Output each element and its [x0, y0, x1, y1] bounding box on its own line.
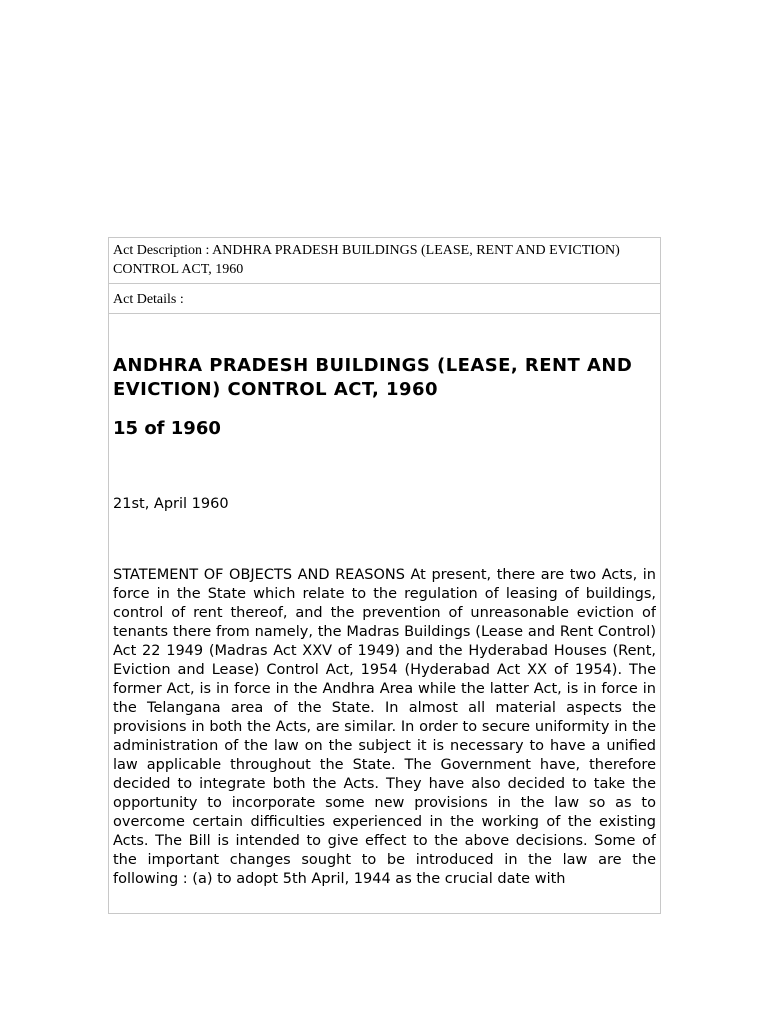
act-table: [108, 237, 661, 914]
act-date: 21st, April 1960: [113, 496, 229, 512]
act-content: [113, 318, 656, 913]
act-description-row: [109, 238, 660, 284]
act-details-label: Act Details :: [113, 292, 184, 307]
act-description: Act Description : ANDHRA PRADESH BUILDINGS (LEASE, RENT AND EVICTION) CONTROL ACT, 1960: [113, 243, 620, 277]
act-title: ANDHRA PRADESH BUILDINGS (LEASE, RENT AND EVICTION) CONTROL ACT, 1960: [113, 355, 633, 400]
act-details-row: [109, 284, 660, 314]
statement-of-objects: STATEMENT OF OBJECTS AND REASONS At present, there are two Acts, in force in the State which relate to the regulation of leasing of buildings, control of rent thereof, and the prevention of unreasonable eviction of tenants there from namely, the Madras Buildings (Lease and Rent Control) Act 22 1949 (Madras Act XXV of 1949) and the Hyderabad Houses (Rent, Eviction and Lease) Control Act, 1954 (Hyderabad Act XX of 1954). The former Act, is in force in the Andhra Area while the latter Act, is in force in the Telangana area of the State. In almost all material aspects the provisions in both the Acts, are similar. In order to secure uniformity in the administration of the law on the subject it is necessary to have a unified law applicable throughout the State. The Government have, therefore decided to integrate both the Acts. They have also decided to take the opportunity to incorporate some new provisions in the law so as to overcome certain difficulties experienced in the working of the existing Acts. The Bill is intended to give effect to the above decisions. Some of the important changes sought to be introduced in the law are the following : (a) to adopt 5th April, 1944 as the crucial date with: [113, 567, 656, 887]
act-number: 15 of 1960: [113, 418, 221, 439]
